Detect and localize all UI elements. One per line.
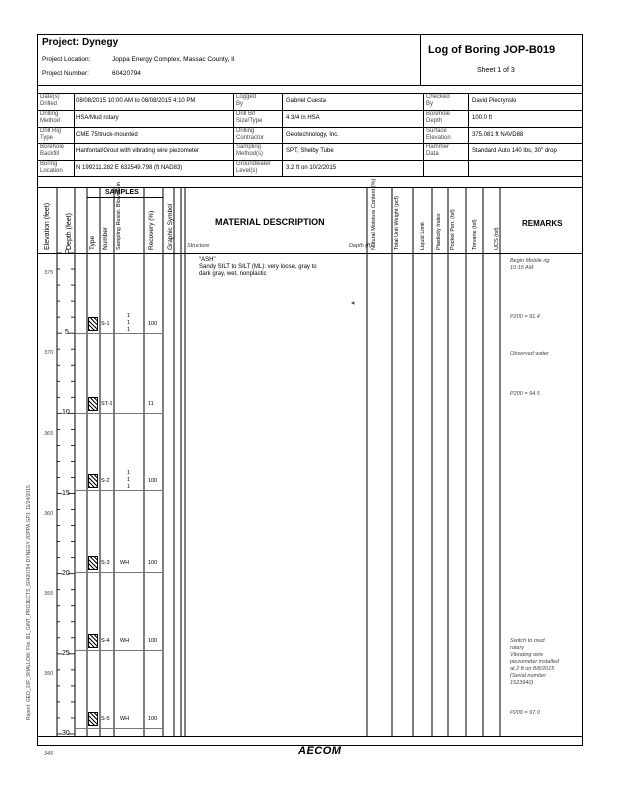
sample-bottom-line <box>75 333 163 334</box>
project-title: Project: Dynegy <box>42 37 119 48</box>
depth-tick-label: 30 <box>62 730 70 737</box>
info-label: Method <box>40 117 61 124</box>
sample-recovery: 100 <box>148 321 158 327</box>
remark-line: P200 = 97.0 <box>510 710 540 716</box>
info-label: Surface <box>426 127 447 134</box>
sample-recovery: 11 <box>148 401 154 407</box>
sample-number: S-2 <box>101 478 110 484</box>
depth-tick-label: 25 <box>62 649 70 657</box>
info-value: 3.2 ft on 10/2/2015 <box>286 165 337 172</box>
description-line: "ASH" <box>199 257 216 263</box>
info-value: 08/08/2015 10:00 AM to 08/08/2015 4:10 PM <box>76 98 196 104</box>
sample-type-hatch <box>88 712 98 726</box>
elev-tick-label: 365 <box>44 430 54 437</box>
sample-bottom-line <box>75 413 163 414</box>
info-label: Depth <box>426 117 443 124</box>
info-label: Drill Rig <box>40 127 61 134</box>
info-value: CME 75/truck-mounted <box>76 131 138 138</box>
elev-tick-label: 375 <box>44 270 54 277</box>
sample-bottom-line <box>75 572 163 573</box>
sample-blows: WH <box>120 638 130 644</box>
sample-type-hatch <box>88 634 98 648</box>
remark-line: piezometer installed <box>510 659 559 665</box>
sample-type-hatch <box>88 397 98 411</box>
plasticity-header: Plasticity Index <box>436 213 442 250</box>
sample-bottom-line <box>75 650 163 651</box>
info-label: Drilling <box>40 110 59 117</box>
number-header: Number <box>102 226 109 250</box>
recovery-header: Recovery (%) <box>148 210 155 250</box>
sample-recovery: 100 <box>148 638 158 644</box>
info-label: Checked <box>426 94 450 100</box>
elev-tick-label: 345 <box>44 751 54 758</box>
info-value: Gabriel Cuesta <box>286 98 327 104</box>
sample-blows: 1 <box>127 484 131 490</box>
info-value: 4 3/4 in HSA <box>286 114 320 121</box>
sample-bottom-line <box>75 490 163 491</box>
side-report-text: Report: GEO_10F_SHALLOW; File: B1_GINT_PROJECTS_60420794 DYNEGY JOPPA.GPJ; 11/24/2015 <box>26 485 32 720</box>
depth-ft-label: Depth (ft) <box>349 243 372 249</box>
description-line: dark gray, wet, nonplastic <box>199 271 267 277</box>
info-label: Level(s) <box>236 168 258 175</box>
sample-type-hatch <box>88 556 98 570</box>
depth-tick-label: 15 <box>62 489 70 497</box>
elevation-header: Elevation (feet) <box>44 202 51 250</box>
info-label: Boring <box>40 161 58 168</box>
sample-blows: 1 <box>127 320 131 326</box>
remark-line: P200 = 91.4 <box>510 314 540 320</box>
sample-number: S-3 <box>101 560 110 566</box>
sample-type-hatch <box>88 317 98 331</box>
pocket-pen-header: Pocket Pen. (tsf) <box>450 209 456 250</box>
info-label: Borehole <box>40 144 65 151</box>
remark-line: (Serial number <box>510 673 547 679</box>
info-label: Hammer <box>426 144 450 151</box>
remark-line: 10:15 AM <box>510 265 534 271</box>
aecom-logo: AECOM <box>298 745 342 757</box>
elev-tick-label: 370 <box>44 350 54 357</box>
torvane-header: Torvane (tsf) <box>472 219 478 250</box>
info-label: Borehole <box>426 110 451 117</box>
sample-number: S-4 <box>101 638 110 644</box>
info-value: 375.081 ft NAVD88 <box>472 131 524 138</box>
type-header: Type <box>89 235 96 250</box>
depth-tick-label: 20 <box>62 569 70 577</box>
info-label: Logged <box>236 94 257 100</box>
material-header: MATERIAL DESCRIPTION <box>215 217 325 227</box>
info-value: SPT, Shelby Tube <box>286 148 334 155</box>
sample-recovery: 100 <box>148 560 158 566</box>
info-label: Data <box>426 151 439 158</box>
info-label: Drilled <box>40 101 58 107</box>
number-label: Project Number: <box>42 70 89 77</box>
moisture-header: Natural Moisture Content (%) <box>371 178 377 250</box>
remark-line: Observed water <box>510 351 549 357</box>
location-label: Project Location: <box>42 56 91 63</box>
info-label: Elevation <box>426 134 451 141</box>
sample-recovery: 100 <box>148 716 158 722</box>
elev-tick-label: 360 <box>44 510 54 517</box>
sample-blows: 1 <box>127 327 131 333</box>
info-value: 100.0 ft <box>472 114 493 121</box>
info-label: By <box>236 101 244 107</box>
sample-blows: WH <box>120 716 130 722</box>
info-label: By <box>426 101 434 107</box>
sample-blows: WH <box>120 560 130 566</box>
samples-header: SAMPLES <box>105 189 139 196</box>
info-value: HSA/Mud rotary <box>76 114 119 121</box>
info-label: Date(s) <box>40 94 60 100</box>
info-label: Type <box>40 134 54 141</box>
sample-blows: 1 <box>127 477 131 483</box>
resist-header: Sampling Resist. Blows/6 in <box>116 182 122 250</box>
structure-label: Structure <box>187 243 210 249</box>
info-label: Size/Type <box>236 117 263 124</box>
sample-blows: 1 <box>127 470 131 476</box>
sample-type-hatch <box>88 474 98 488</box>
info-label: Backfill <box>40 151 60 158</box>
remark-line: at 2 ft on 8/8/2015 <box>510 666 555 672</box>
sample-number: S-5 <box>101 716 110 722</box>
info-label: Contractor <box>236 134 265 141</box>
water-level-symbol: ▼ <box>348 300 355 306</box>
remark-line: Vibrating wire <box>510 652 544 658</box>
remark-line: 1523940) <box>510 680 534 686</box>
sample-blows: 1 <box>127 313 131 319</box>
sample-bottom-line <box>75 728 163 729</box>
sheet-number: Sheet 1 of 3 <box>477 67 515 74</box>
elev-tick-label: 355 <box>44 590 54 597</box>
sample-number: ST-1 <box>101 401 113 407</box>
info-value: Standard Auto 140 lbs, 30" drop <box>472 148 557 155</box>
number-value: 60420794 <box>112 70 141 77</box>
info-value: Hanfontal/Grout with vibrating wire piezometer <box>76 148 200 155</box>
ucs-header: UCS (tsf) <box>494 227 500 250</box>
info-value: Geotechnology, Inc. <box>286 131 339 138</box>
info-label: Method(s) <box>236 151 264 158</box>
info-label: Groundwater <box>236 161 271 168</box>
remarks-header: REMARKS <box>522 219 563 228</box>
sample-number: S-1 <box>101 321 110 327</box>
depth-tick-label: 10 <box>62 409 70 417</box>
sample-recovery: 100 <box>148 478 158 484</box>
info-label: Location <box>40 168 63 175</box>
remark-line: P200 = 94.5 <box>510 391 540 397</box>
info-value: N 199211.282 E 632549.798 (ft NAD83) <box>76 165 183 172</box>
remark-line: Begin Mobile rig <box>510 258 550 264</box>
info-label: Drill Bit <box>236 110 255 117</box>
location-value: Joppa Energy Complex, Massac County, Il <box>112 56 235 63</box>
depth-header: Depth (feet) <box>66 213 73 250</box>
elev-tick-label: 350 <box>44 671 54 678</box>
description-line: Sandy SILT to SILT (ML): very loose, gray to <box>199 264 317 270</box>
depth-tick-label: 5 <box>65 329 69 337</box>
remark-line: Switch to mud <box>510 638 545 644</box>
liquid-header: Liquid Limit <box>420 222 426 250</box>
unit-weight-header: Total Unit Weight (pcf) <box>394 195 400 250</box>
depth-tick-label: 0 <box>65 249 69 256</box>
log-title: Log of Boring JOP-B019 <box>428 44 556 56</box>
remark-line: rotary <box>510 645 525 651</box>
graphic-header: Graphic Symbol <box>167 203 174 250</box>
info-value: David Piecrynski <box>472 98 517 104</box>
info-label: Sampling <box>236 144 262 151</box>
info-label: Drilling <box>236 127 255 134</box>
